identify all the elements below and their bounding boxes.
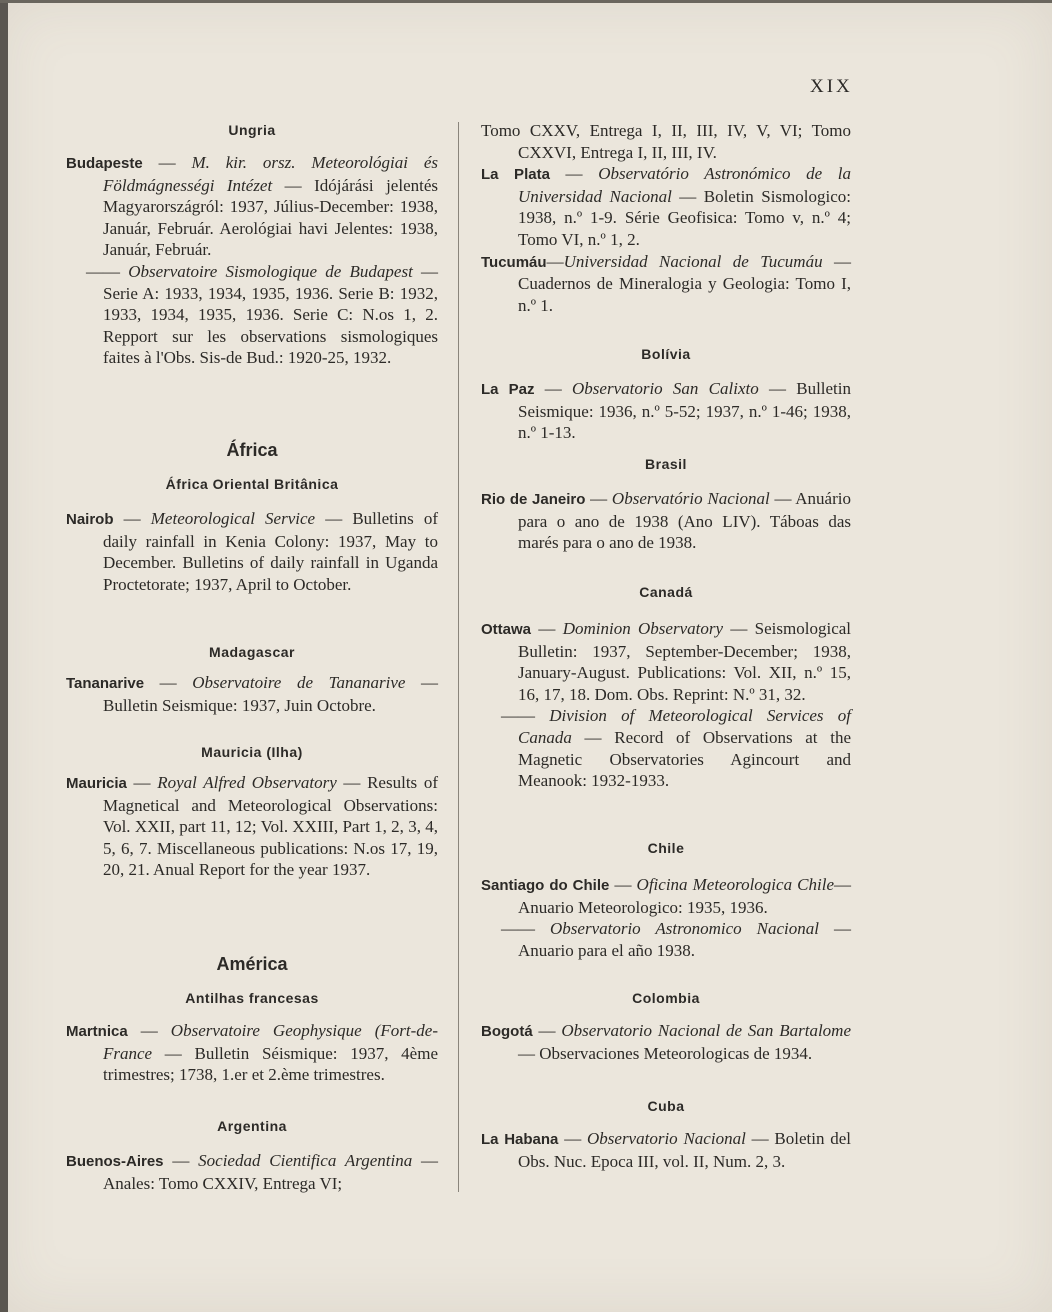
entry-details: Tomo CXXV, Entrega I, II, III, IV, V, VI; Tomo CXXVI, Entrega I, II, III, IV. [481, 121, 851, 162]
ditto-dash: —— [501, 706, 550, 726]
catalog-entry [481, 1128, 851, 1172]
separator-dash: — [546, 251, 564, 271]
place-name: La Habana [481, 1131, 559, 1148]
institution-name: Universidad Nacional de Tucumáu [563, 251, 823, 271]
entry-details: — Boletin del Obs. Nuc. Epoca III, vol. II, Num. 2, 3. [518, 1129, 852, 1171]
entry-continuation-text [481, 120, 851, 163]
separator-dash: — [163, 1151, 199, 1170]
separator-dash: — [585, 489, 612, 508]
catalog-entry [66, 152, 438, 369]
separator-dash: — [531, 619, 563, 638]
place-name: Bogotá [481, 1023, 533, 1040]
page-top-edge [0, 0, 1052, 3]
catalog-entry [66, 1020, 438, 1086]
entry-paragraph [66, 1020, 438, 1086]
catalog-entry [481, 120, 851, 316]
entry-details: — Bulletin Seismique: 1936, n.º 5-52; 1937, n.º 1-46; 1938, n.º 1-13. [518, 379, 852, 443]
entry-details: — Observaciones Meteorologicas de 1934. [518, 1043, 813, 1063]
entry-details: — Cuadernos de Mineralogia y Geologia: Tomo I, n.º 1. [518, 251, 851, 315]
institution-name: Oficina Meteorologica Chile [636, 875, 834, 894]
catalog-entry [481, 874, 851, 961]
entry-details: — Anuário para o ano de 1938 (Ano LIV). Táboas das marés para o ano de 1938. [518, 489, 851, 553]
catalog-entry [481, 1020, 851, 1064]
catalog-entry [66, 1150, 438, 1194]
entry-paragraph [66, 152, 438, 261]
ditto-dash: —— [501, 919, 551, 939]
catalog-entry [66, 508, 438, 595]
institution-name: Dominion Observatory [562, 619, 724, 638]
section-subheading: Ungria [228, 122, 276, 138]
section-heading: África [226, 440, 278, 460]
catalog-entry [481, 378, 851, 444]
institution-name: Royal Alfred Observatory [157, 773, 337, 792]
entry-details: — Boletin Sismologico: 1938, n.º 1-9. Série Geofisica: Tomo v, n.º 4; Tomo VI, n.º 1, 2. [518, 186, 851, 249]
institution-name: Observatório Astronómico de la Universidad Nacional [518, 164, 851, 206]
entry-paragraph [481, 874, 851, 918]
place-name: Tananarive [66, 675, 145, 692]
section-heading: América [216, 954, 288, 974]
place-name: Santiago do Chile [481, 877, 610, 894]
separator-dash: — [609, 875, 637, 894]
section-subheading: Argentina [217, 1118, 287, 1134]
entry-paragraph [481, 618, 851, 705]
entry-paragraph [481, 1128, 851, 1172]
separator-dash: — [549, 164, 599, 184]
separator-dash: — [126, 773, 158, 792]
page-number: XIX [810, 76, 853, 97]
institution-name: Observatorio San Calixto [572, 379, 759, 398]
place-name: Budapeste [66, 155, 143, 172]
section-subheading: Mauricia (Ilha) [201, 744, 303, 760]
entry-details: — Serie A: 1933, 1934, 1935, 1936. Serie B: 1932, 1933, 1934, 1935, 1936. Serie C: N.os 1, 2. Repport sur les observations sismologiques faites à l'Obs. Sis-de Bud.: 1920-25, 1932. [103, 261, 439, 368]
institution-name: Observatoire de Tananarive [192, 673, 406, 692]
separator-dash: — [113, 509, 151, 528]
entry-sub-item [481, 918, 851, 961]
institution-name: Division of Meteorological Services of Canada [518, 706, 851, 747]
section-subheading: Brasil [645, 456, 687, 472]
place-name: Buenos-Aires [66, 1153, 164, 1170]
section-subheading: Chile [647, 840, 685, 856]
separator-dash: — [127, 1021, 171, 1040]
ditto-dash: —— [86, 261, 129, 281]
place-name: Rio de Janeiro [481, 491, 586, 508]
separator-dash: — [534, 379, 573, 398]
institution-name: Observatoire Geophysique (Fort-de-France [103, 1021, 438, 1063]
institution-name: Observatoire Sismologique de Budapest [128, 261, 413, 281]
section-subheading: Canadá [639, 584, 693, 600]
entry-details: — Results of Magnetical and Meteorological Observations: Vol. XXII, part 11, 12; Vol. XXIII, Part 1, 2, 3, 4, 5, 6, 7. Miscellaneous publications: N.os 17, 19, 20, 21. Anual Report for the year 1937. [103, 773, 438, 880]
catalog-entry [66, 672, 438, 716]
separator-dash: — [142, 153, 192, 172]
place-name: Ottawa [481, 621, 532, 638]
institution-name: Observatório Nacional [611, 489, 770, 508]
section-subheading: Bolívia [641, 346, 691, 362]
section-subheading: Antilhas francesas [185, 990, 319, 1006]
entry-paragraph [66, 772, 438, 881]
section-subheading: Madagascar [209, 644, 295, 660]
separator-dash: — [532, 1021, 562, 1040]
entry-details: — Idójárási jelentés Magyarországról: 1937, Július-December: 1938, Január, Február. Aerológiai havi Jelentes: 1938, Január, Február. [103, 175, 438, 260]
institution-name: Observatorio Astronomico Nacional [550, 919, 819, 939]
entry-paragraph [66, 1150, 438, 1194]
section-subheading: Cuba [647, 1098, 685, 1114]
place-name: La Plata [481, 166, 550, 184]
section-subheading: África Oriental Britânica [165, 476, 339, 492]
entry-paragraph [481, 378, 851, 444]
entry-paragraph [66, 672, 438, 716]
entry-details: — Bulletins of daily rainfall in Kenia Colony: 1937, May to December. Bulletins of daily rainfall in Uganda Proctetorate; 1937, April to October. [103, 509, 439, 594]
entry-paragraph [481, 1020, 851, 1064]
entry-details: — Record of Observations at the Magnetic Observatories Agincourt and Meanook: 1932-1933. [518, 727, 851, 791]
entry-sub-item [66, 261, 438, 369]
place-name: Martnica [66, 1023, 128, 1040]
place-name: Nairob [66, 511, 114, 528]
entry-paragraph [481, 488, 851, 554]
separator-dash: — [144, 673, 193, 692]
section-subheading: Colombia [632, 990, 700, 1006]
column-divider [458, 122, 459, 1192]
institution-name: Observatorio Nacional [587, 1129, 746, 1148]
catalog-entry [481, 618, 851, 792]
entry-details: — Anales: Tomo CXXIV, Entrega VI; [103, 1151, 439, 1193]
institution-name: M. kir. orsz. Meteorológiai és Földmágnességi Intézet [103, 153, 438, 195]
entry-details: — Seismological Bulletin: 1937, September-December; 1938, January-August. Publications: Vol. XII, n.º 15, 16, 17, 18. Dom. Obs. Reprint: N.º 31, 32. [518, 619, 852, 704]
institution-name: Sociedad Cientifica Argentina [198, 1151, 413, 1170]
separator-dash: — [558, 1129, 587, 1148]
entry-details: — Bulletin Seismique: 1937, Juin Octobre. [103, 673, 439, 715]
entry-sub-item [481, 705, 851, 791]
entry-details: —Anuario Meteorologico: 1935, 1936. [518, 875, 851, 917]
entry-paragraph [66, 508, 438, 595]
entry-details: — Bulletin Séismique: 1937, 4ème trimestres; 1738, 1.er et 2.ème trimestres. [103, 1043, 438, 1085]
institution-name: Observatorio Nacional de San Bartalome [561, 1021, 851, 1040]
catalog-entry [481, 488, 851, 554]
page-edge-shadow [0, 0, 8, 1312]
entry-paragraph [481, 251, 851, 317]
place-name: La Paz [481, 381, 535, 398]
place-name: Tucumáu [481, 253, 547, 271]
entry-details: — Anuario para el año 1938. [518, 919, 851, 960]
catalog-entry [66, 772, 438, 881]
entry-paragraph [481, 163, 851, 250]
institution-name: Meteorological Service [150, 509, 316, 528]
place-name: Mauricia [66, 775, 127, 792]
